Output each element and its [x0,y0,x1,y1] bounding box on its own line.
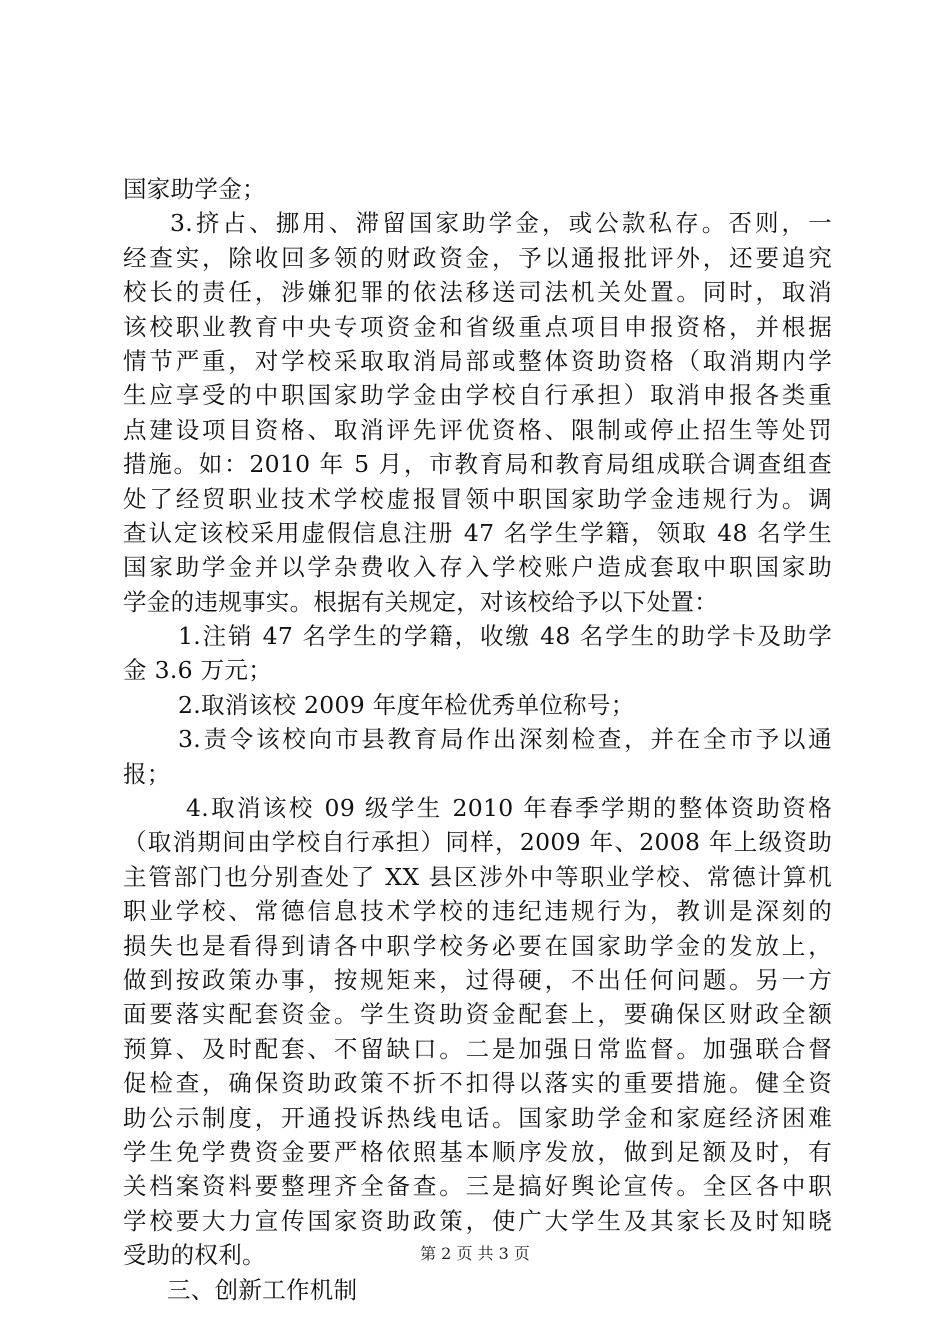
text-line: 报； [123,759,171,788]
text-line: 措施。如：2010 年 5 月，市教育局和教育局组成联合调查组查 [123,450,832,479]
text-line: 4.取消该校 09 级学生 2010 年春季学期的整体资助资格 [186,794,832,823]
text-line: 学生免学费资金要严格依照基本顺序发放，做到足额及时，有 [123,1137,832,1166]
text-line: 情节严重，对学校采取取消局部或整体资助资格（取消期内学 [123,346,832,375]
document-body [123,172,832,1307]
text-line: 查认定该校采用虚假信息注册 47 名学生学籍，领取 48 名学生 [123,518,832,547]
text-line: （取消期间由学校自行承担）同样，2009 年、2008 年上级资助 [123,828,832,857]
text-line: 经查实，除收回多领的财政资金，予以通报批评外，还要追究 [123,243,832,272]
text-line: 学金的违规事实。根据有关规定，对该校给予以下处置： [123,587,718,616]
text-line: 关档案资料要整理齐全备查。三是搞好舆论宣传。全区各中职 [123,1172,832,1201]
text-line: 处了经贸职业技术学校虚报冒领中职国家助学金违规行为。调 [123,484,832,513]
page-number-footer: 第 2 页 共 3 页 [420,1244,530,1263]
text-line: 国家助学金； [123,175,266,203]
text-line: 生应享受的中职国家助学金由学校自行承担）取消申报各类重 [123,381,832,410]
text-line: 职业学校、常德信息技术学校的违纪违规行为，教训是深刻的 [123,897,832,926]
text-line: 损失也是看得到请各中职学校务必要在国家助学金的发放上， [123,931,832,960]
text-line: 1.注销 47 名学生的学籍，收缴 48 名学生的助学卡及助学 [178,622,832,651]
text-line: 该校职业教育中央专项资金和省级重点项目申报资格，并根据 [123,312,832,341]
text-line: 受助的权利。 [123,1241,266,1270]
text-line: 3.挤占、挪用、滞留国家助学金，或公款私存。否则，一 [170,209,832,238]
text-line: 国家助学金并以学杂费收入存入学校账户造成套取中职国家助 [123,553,832,582]
text-line: 点建设项目资格、取消评先评优资格、限制或停止招生等处罚 [123,415,832,444]
text-line: 面要落实配套资金。学生资助资金配套上，要确保区财政全额 [123,1000,832,1029]
text-line: 2.取消该校 2009 年度年检优秀单位称号； [178,690,635,719]
text-line: 助公示制度，开通投诉热线电话。国家助学金和家庭经济困难 [123,1103,832,1132]
text-line: 预算、及时配套、不留缺口。二是加强日常监督。加强联合督 [123,1034,832,1063]
text-line: 3.责令该校向市县教育局作出深刻检查，并在全市予以通 [178,725,832,754]
text-line: 主管部门也分别查处了 XX 县区涉外中等职业学校、常德计算机 [123,862,832,891]
text-line: 校长的责任，涉嫌犯罪的依法移送司法机关处置。同时，取消 [123,278,832,307]
text-line: 做到按政策办事，按规矩来，过得硬，不出任何问题。另一方 [123,965,832,994]
text-line: 金 3.6 万元； [123,656,273,685]
text-line: 学校要大力宣传国家资助政策，使广大学生及其家长及时知晓 [123,1206,832,1235]
section-heading: 三、创新工作机制 [167,1275,358,1304]
text-line: 促检查，确保资助政策不折不扣得以落实的重要措施。健全资 [123,1069,832,1098]
